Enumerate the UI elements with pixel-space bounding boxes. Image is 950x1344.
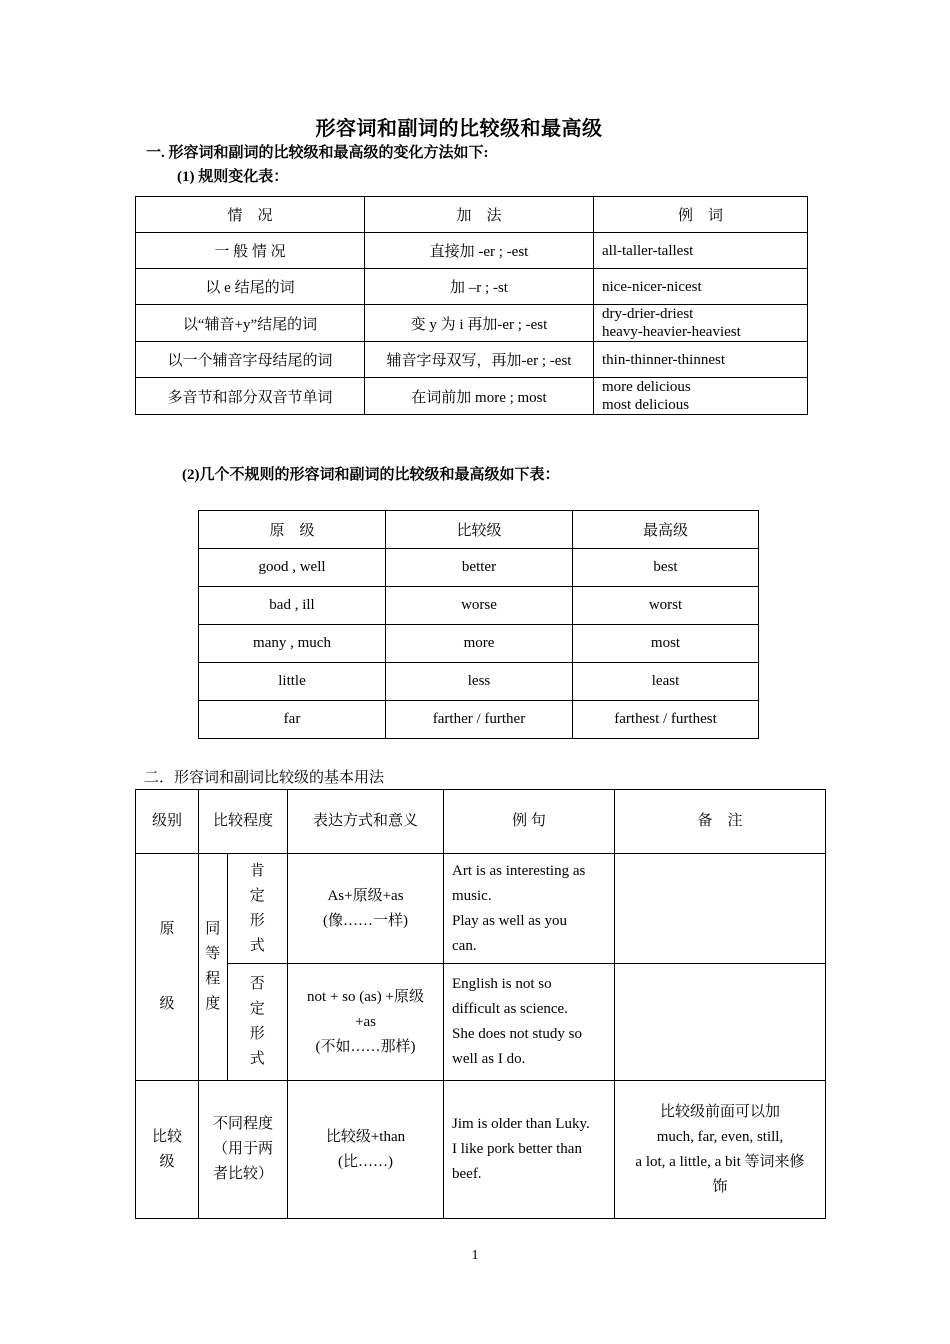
expression-cell [288,854,444,964]
table-cell: best [573,549,759,587]
grade-line: 级 [159,1153,175,1170]
example-line: Jim is older than Luky. [452,1116,590,1132]
grade-char: 级 [159,996,175,1012]
table-header-row [136,197,808,233]
table-cell: farthest / furthest [573,701,759,739]
table-header: 最高级 [573,511,759,549]
table-cell: far [199,701,386,739]
table-row [199,701,759,739]
expression-line: 比较级+than [325,1128,406,1145]
example-line: beef. [452,1166,482,1182]
example-line: music. [452,887,492,904]
degree-char: 同 [205,921,221,937]
grade-char: 原 [159,921,175,937]
section2-heading: 二．形容词和副词比较级的基本用法 [144,770,385,786]
form-char: 定 [249,1001,265,1017]
expression-cell [288,1081,444,1219]
note-cell [615,854,826,964]
table-header-row [199,511,759,549]
table-row [136,233,808,269]
note-line: 饰 [712,1178,728,1195]
example-line: dry-drier-driest [602,306,694,322]
table-cell: 辅音字母双写，再加-er ; -est [365,342,594,378]
table-header: 级别 [136,790,199,854]
table-row [136,854,826,964]
example-cell [444,1081,615,1219]
degree-cell-same [199,854,228,1081]
degree-line: 不同程度 [212,1116,273,1132]
table-header: 比较级 [386,511,573,549]
table-header: 例 词 [594,197,808,233]
table-cell: most [573,625,759,663]
expression-line: not + so (as) +原级 [307,988,424,1005]
form-char: 式 [249,1051,265,1067]
table-header-row [136,790,826,854]
table-cell: more [386,625,573,663]
form-char: 形 [249,912,265,929]
expression-line: (像……一样) [323,912,408,929]
note-line: a lot, a little, a bit 等词来修 [635,1153,805,1170]
regular-changes-table [135,196,808,415]
table-cell: good , well [199,549,386,587]
regular-changes-subheading: (1) 规则变化表： [177,169,289,185]
grade-cell-positive [136,854,199,1081]
form-char: 否 [249,976,265,992]
table-row [199,625,759,663]
table-row [199,663,759,701]
table-cell: better [386,549,573,587]
degree-char: 程 [205,971,221,987]
example-line: can. [452,937,477,954]
example-cell [444,964,615,1081]
form-cell-affirmative [227,854,287,964]
table-header: 备 注 [615,790,826,854]
table-row [199,549,759,587]
page-number: 1 [471,1248,479,1263]
section1-heading: 一. 形容词和副词的比较级和最高级的变化方法如下: [146,145,489,161]
example-line: English is not so [452,976,552,992]
table-cell: 以一个辅音字母结尾的词 [136,342,365,378]
table-cell: less [386,663,573,701]
table-row [136,964,826,1081]
example-line: Play as well as you [452,912,567,929]
table-cell: 加 –r ; -st [365,269,594,305]
usage-table [135,789,826,1219]
irregular-table [198,510,759,739]
note-line: 比较级前面可以加 [659,1103,780,1120]
table-cell: least [573,663,759,701]
degree-cell-different [199,1081,288,1219]
expression-line: (不如……那样) [315,1038,416,1055]
table-row [136,1081,826,1219]
table-cell: worst [573,587,759,625]
table-cell [594,378,808,415]
table-header: 情 况 [136,197,365,233]
table-cell: 直接加 -er ; -est [365,233,594,269]
example-line: difficult as science. [452,1001,568,1017]
table-cell: thin-thinner-thinnest [594,342,808,378]
table-row [136,378,808,415]
example-line: well as I do. [452,1051,526,1067]
table-cell: worse [386,587,573,625]
table-cell: 多音节和部分双音节单词 [136,378,365,415]
table-cell: nice-nicer-nicest [594,269,808,305]
table-cell: 在词前加 more ; most [365,378,594,415]
example-line: I like pork better than [452,1141,582,1157]
form-char: 形 [249,1026,265,1042]
expression-cell [288,964,444,1081]
example-line: She does not study so [452,1026,583,1042]
table-cell: all-taller-tallest [594,233,808,269]
example-line: heavy-heavier-heaviest [602,324,741,340]
table-cell: 一 般 情 况 [136,233,365,269]
table-cell [594,305,808,342]
table-row [136,305,808,342]
table-header: 加 法 [365,197,594,233]
table-cell: 变 y 为 i 再加-er ; -est [365,305,594,342]
example-line: most delicious [602,397,690,413]
degree-line: （用于两 [212,1141,273,1157]
table-header: 例 句 [444,790,615,854]
table-row [136,269,808,305]
grade-cell-comparative [136,1081,199,1219]
form-char: 定 [249,887,265,904]
table-cell: 以 e 结尾的词 [136,269,365,305]
degree-char: 度 [205,996,221,1012]
table-cell: 以“辅音+y”结尾的词 [136,305,365,342]
page-title: 形容词和副词的比较级和最高级 [315,118,603,140]
expression-line: (比……) [338,1153,393,1170]
table-header: 比较程度 [199,790,288,854]
grade-line: 比较 [151,1128,182,1145]
table-cell: little [199,663,386,701]
table-cell: bad , ill [199,587,386,625]
example-line: Art is as interesting as [452,862,586,879]
table-row [199,587,759,625]
table-row [136,342,808,378]
form-char: 肯 [249,862,265,879]
table-header: 原 级 [199,511,386,549]
form-cell-negative [227,964,287,1081]
note-cell [615,964,826,1081]
form-char: 式 [249,937,265,954]
note-line: much, far, even, still, [656,1128,784,1145]
irregular-subheading: (2)几个不规则的形容词和副词的比较级和最高级如下表： [182,467,560,483]
table-cell: many , much [199,625,386,663]
degree-char: 等 [205,946,221,962]
expression-line: As+原级+as [327,887,404,904]
degree-line: 者比较） [212,1166,273,1182]
example-line: more delicious [602,379,691,395]
expression-line: +as [355,1013,376,1030]
table-header: 表达方式和意义 [288,790,444,854]
example-cell [444,854,615,964]
table-cell: farther / further [386,701,573,739]
note-cell [615,1081,826,1219]
